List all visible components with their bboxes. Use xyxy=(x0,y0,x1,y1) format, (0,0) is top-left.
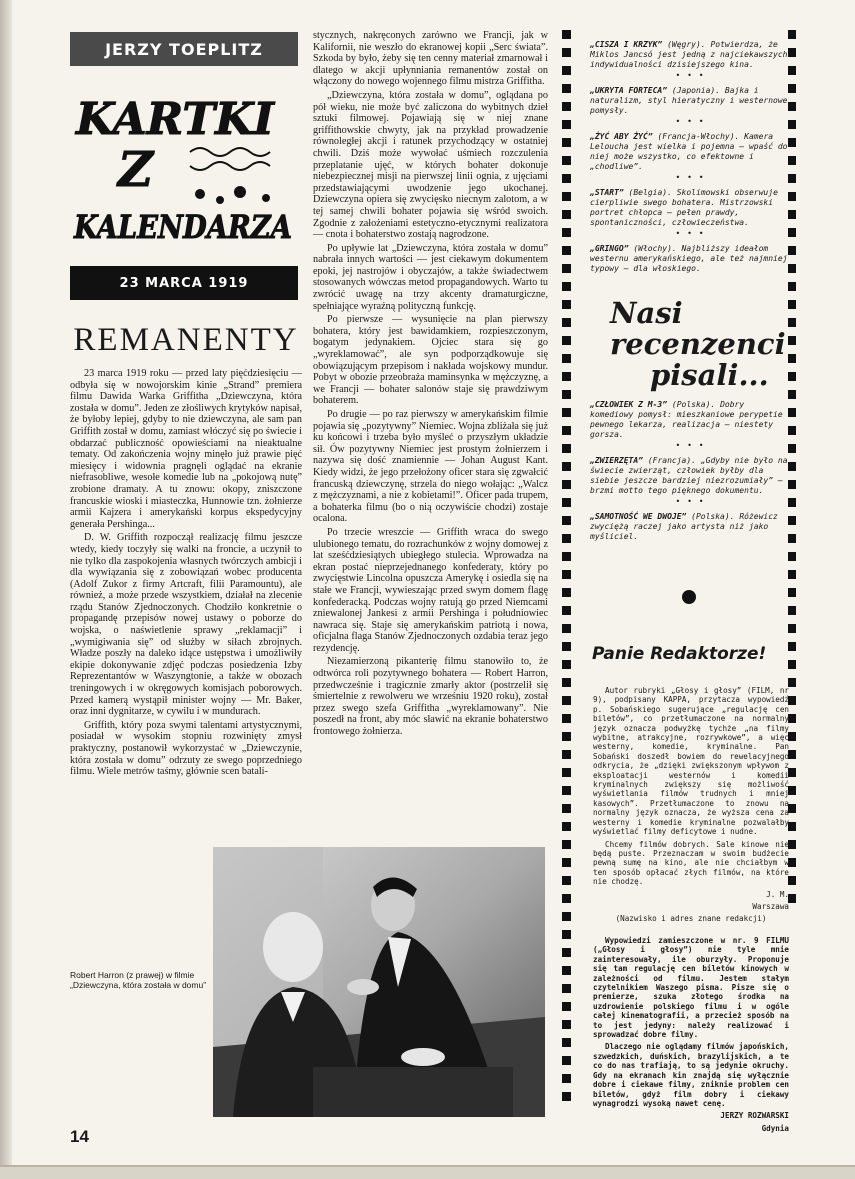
review-item: „SAMOTNOŚĆ WE DWOJE” (Polska). Różewicz zwyciężą raczej jako artysta niż jako myśliciel. xyxy=(590,512,778,541)
paragraph: Niezamierzoną pikanterię filmu stanowiło to, że odtwórca roli pozytywnego bohatera — Robert Harron, przedwcześnie i tragicznie zmarły aktor (postrzelił się śmiertelnie z rewolweru we wrześniu 1920 roku), został przez swego szefa Griffitha „wyreklamowany”. Nie poszedł na front, aby móc sławić na ekranie bohaterstwo frontowego żołnierza. xyxy=(313,656,548,738)
review-item: „CISZA I KRZYK” (Węgry). Potwierdza, że Miklos Jancsó jest jedną z najciekawszych indywidualności dzisiejszego kina. xyxy=(590,40,788,69)
review-item: „CZŁOWIEK Z M-3” (Polska). Dobry komediowy pomysł: mieszkaniowe perypetie pewnego lekarza, realizacja — niestety gorsza. xyxy=(590,400,783,439)
review-item: „ŻYĆ ABY ŻYĆ” (Francja-Włochy). Kamera Leloucha jest wielka i pojemna — wpaść do niej może wszystko, co efektowne i „chodliwe”. xyxy=(590,132,788,171)
review-item: „GRINGO” (Włochy). Najbliższy ideałom westernu amerykańskiego, ale też najmniej typowy — dla włoskiego. xyxy=(590,244,788,273)
page-spine-shadow xyxy=(0,0,12,1179)
letter-signature: JERZY ROZWARSKI xyxy=(720,1111,789,1121)
paragraph: Po pierwsze — wysunięcie na plan pierwszy bohatera, który jest bawidamkiem, rozpieszczonym, bogatym jedynakiem. Ojciec stara się go „wyreklamować”, ale syn podporządkowuje się obowiązującym przepisom i nakłada wojskowy mundur. Pobyt w obozie przeobraża maminsynka w mężczyznę, a we Francji — bohater salonów staje się prawdziwym bohaterem. xyxy=(313,314,548,407)
letter-signature: J. M. xyxy=(766,889,789,899)
paragraph: Griffith, który poza swymi talentami artystycznymi, posiadał w wysokim stopniu rozwinięty zmysł praktyczny, postanowił wykorzystać w „Dziewczynie, która została w domu” odrzuty ze swego poprzedniego filmu. Wiele metrów taśmy, głównie scen batali- xyxy=(70,719,302,778)
paragraph: Wypowiedzi zamieszczone w nr. 9 FILMU („Głosy i głosy”) nie tyle mnie zainteresowały, ile oburzyły. Proponuje się tam regulację cen biletów kinowych w zależności od filmu. Jestem stałym czytelnikiem Waszego pisma. Pisze się o premierze, szuka złotego środka na uzdrowienie polskiego filmu i w ogóle całej kinematografii, a przecież sposób na to jest jedyny: należy realizować i sprowadzać dobre filmy. xyxy=(593,936,789,1040)
article-date: 23 MARCA 1919 xyxy=(119,275,249,291)
film-still-photo xyxy=(213,847,545,1117)
page-number: 14 xyxy=(70,1127,89,1146)
author-bar xyxy=(70,32,298,66)
paragraph: „Dziewczyna, która została w domu”, oglądana po pół wieku, nie może być zaliczona do wybitnych dzieł sztuki filmowej. Pojawiają się w niej znane griffithowskie chwyty, jak na przykład prowadzenie równoległej akcji i ratunek przychodzący w ostatniej chwili. Dziś może wywołać uśmiech rozczulenia przeplatanie ujęć, w których bohater dokonuje niebezpiecznej misji na pierwszej linii ognia, z ujęciami przedstawiającymi uwodzenie jego ukochanej. Dziewczyna opiera się zwycięsko niecnym zalotom, a w tej samej chwili bohater pojawia się wśród swoich. Zgodnie z założeniami estetyczno-etycznymi realizatora — cnota i bohaterstwo zostają nagrodzone. xyxy=(313,89,548,241)
paragraph: Dlaczego nie oglądamy filmów japońskich, szwedzkich, duńskich, brazylijskich, a te co do nas trafiają, to są jedynie okruchy. Gdy na ekranach kin znajdą się wyłącznie dobre i ciekawe filmy, zniknie problem cen biletów, gdyż film dobry i ciekawy wynagrodzi wysoką nawet cenę. xyxy=(593,1042,789,1108)
headline: REMANENTY xyxy=(73,322,299,358)
film-strip-divider xyxy=(562,30,572,1140)
column-logo xyxy=(70,82,298,250)
reviews-bottom xyxy=(590,400,790,542)
article-column-1 xyxy=(70,368,302,780)
svg-text:Z: Z xyxy=(118,142,154,198)
reader-letter-2 xyxy=(593,936,789,1136)
nasi-recenzenci-heading: Nasi recenzenci pisali... xyxy=(610,296,786,392)
letter-city: Gdynia xyxy=(761,1123,789,1133)
paragraph: Po drugie — po raz pierwszy w amerykańskim filmie pojawia się „pozytywny” Niemiec. Wojna zbliżała się już ku końcowi i trzeba było myśleć o przyszłym układzie sił. Ów pozytywny Niemiec jest prostym żołnierzem i nazywa się dość znamiennie — Johan August Kant. Kiedy widzi, że jego przełożony oficer stara się zgwałcić francuską dziewczynę, strzela do niego wołając: „Walcz z mężczyznami, a nie z kobietami!”. Oficer pada trupem, a bohaterka filmu (bo o nią oczywiście chodzi) zostaje ocalona. xyxy=(313,409,548,525)
review-item: „UKRYTA FORTECA” (Japonia). Bajka i naturalizm, styl hieratyczny i westernowe pomysły. xyxy=(590,86,788,115)
review-item: „ZWIERZĘTA” (Francja). „Gdyby nie było na świecie zwierząt, człowiek byłby dla siebie jeszcze bardziej niezrozumiały” — brzmi motto tego pięknego dokumentu. xyxy=(590,456,788,495)
review-separator: • • • xyxy=(675,229,705,238)
svg-text:KALENDARZA: KALENDARZA xyxy=(73,208,292,246)
paragraph: Autor rubryki „Głosy i głosy” (FILM, nr 9), podpisany KAPPA, przytacza wypowiedź p. Sobańskiego sugerujące „regulację cen biletów”, co przetłumaczone na normalny język oznacza podwyżkę tychże „na filmy wybitne, atrakcyjne, rozrywkowe”, a więc westerny, komedie, kryminalne. Pan Sobański doszedł bowiem do rewelacyjnego odkrycia, że „dzięki zwiększonym wpływom z eksploatacji westernów i komedii kryminalnych zwiększy się możliwość wyświetlania filmów trudnych i mniej kasowych”. Przetłumaczone to znowu na normalny język oznacza, że wyższa cena za westerny i komedie kryminalne pozwalałby wyświetlać filmy deficytowe i nudne. xyxy=(593,686,789,837)
review-item: „START” (Belgia). Skolimowski obserwuje cierpliwie swego bohatera. Mistrzowski portret chłopca — pełen prawdy, spontaniczności, człowieczeństwa. xyxy=(590,188,778,227)
paragraph: Po upływie lat „Dziewczyna, która została w domu” nabrała innych wartości — jest ciekawym dokumentem epoki, jej nastrojów i obyczajów, a także świadectwem stosowanych wówczas metod propagandowych. Warto tu zwrócić uwagę na trzy akcenty dramaturgiczne, spełniające wyraźną polityczną funkcję. xyxy=(313,242,548,312)
paragraph: Chcemy filmów dobrych. Sale kinowe nie będą puste. Przeznaczam w swoim budżecie pewną sumę na kino, ale nie chciałbym w ten sposób opłacać złych filmów, na które nie chodzę. xyxy=(593,839,789,887)
page-bottom-edge xyxy=(0,1165,855,1179)
paragraph: 23 marca 1919 roku — przed laty pięćdziesięciu — odbyła się w nowojorskim kinie „Strand” premiera filmu Dawida Warka Griffitha „Dziewczyna, która została w domu”. Jeden ze złośliwych krytyków napisał, że byłoby lepiej, gdyby to nie dziewczyna, ale sam pan Griffith został w domu, zamiast włóczyć się po świecie i obdarzać publiczność opowieściami na nieaktualne tematy. Od zakończenia wojny minęło już prawie pięć miesięcy i widownia pragnęli oglądać na ekranie niefrasobliwe, wesołe komedie lub na „pokojową nutę” zrobione dramaty. A tu znowu: okopy, zniszczone francuskie wioski i miasteczka, Hunnowie tzn. żołnierze armii Kajzera i amerykański korpus ekspedycyjny generała Pershinga... xyxy=(70,368,302,530)
review-separator: • • • xyxy=(675,497,705,506)
author-name: JERZY TOEPLITZ xyxy=(105,39,263,59)
letters-heading: Panie Redaktorze! xyxy=(592,644,767,664)
review-separator: • • • xyxy=(675,173,705,182)
paragraph: stycznych, nakręconych zarówno we Francji, jak w Kalifornii, nie weszło do ekranowej kopii „Serc świata”. Szkoda by było, żeby się ten cenny materiał zmarnował i dlatego w akcji upłynniania remanentów został on włączony do nowego wojennego filmu mistrza Griffitha. xyxy=(313,30,548,88)
photo-caption: Robert Harron (z prawej) w filmie „Dziewczyna, która została w domu” xyxy=(70,970,207,990)
paragraph: Po trzecie wreszcie — Griffith wraca do swego ulubionego tematu, do rozrachunków z wojny domowej z lat sześćdziesiątych ubiegłego stulecia. Wprowadza na ekran postać nieprzejednanego konfederaty, który po zwycięstwie Lincolna opuszcza Amerykę i osiedla się na stałe we Francji, wywieszając przed swym domem flagę konfederacką. Podczas wojny ratują go przed Niemcami zniewalonej Jankesi z armii Pershinga i południowiec nawraca się. Staje się amerykańskim patriotą i nowa, oficjalna flaga Stanów Zjednoczonych ozdabia teraz jego rezydencję. xyxy=(313,526,548,654)
review-separator: • • • xyxy=(675,441,705,450)
review-separator: • • • xyxy=(675,71,705,80)
letter-note: (Nazwisko i adres znane redakcji) xyxy=(615,914,767,924)
section-bullet xyxy=(682,590,696,604)
date-bar xyxy=(70,266,298,300)
letter-city: Warszawa xyxy=(752,901,789,911)
paragraph: D. W. Griffith rozpoczął realizację filmu jeszcze wtedy, kiedy toczyły się walki na froncie, a uczynił to nie tylko dla zaspokojenia własnych twórczych ambicji i dla wywiązania się z zobowiązań wobec producenta (Adolf Zukor z firmy Artcraft, filii Paramountu), ale również, a może przede wszystkiem, działał na zlecenie rządu Stanów Zjednoczonych. Chodziło konkretnie o propagandę przepisów nowej ustawy o poborze do wojska, o naświetlenie sprawy „reklamacji” i „wymigiwania się” od służby w siłach zbrojnych. Władze poszły na daleko idące ustępstwa i umożliwiły ekipie dokonywanie zdjęć podczas posiedzenia Izby Reprezentantów w Waszyngtonie, a także w obozach treningowych i w okręgowych komisjach poborowych. Przed kamerą wystąpił minister wojny — Mr. Baker, oraz inni dygnitarze, w cywilu i w mundurach. xyxy=(70,532,302,718)
reader-letter-1 xyxy=(593,686,789,927)
svg-text:KARTKI: KARTKI xyxy=(76,94,274,145)
article-column-2 xyxy=(313,30,548,740)
review-separator: • • • xyxy=(675,117,705,126)
reviews-top xyxy=(590,40,790,274)
